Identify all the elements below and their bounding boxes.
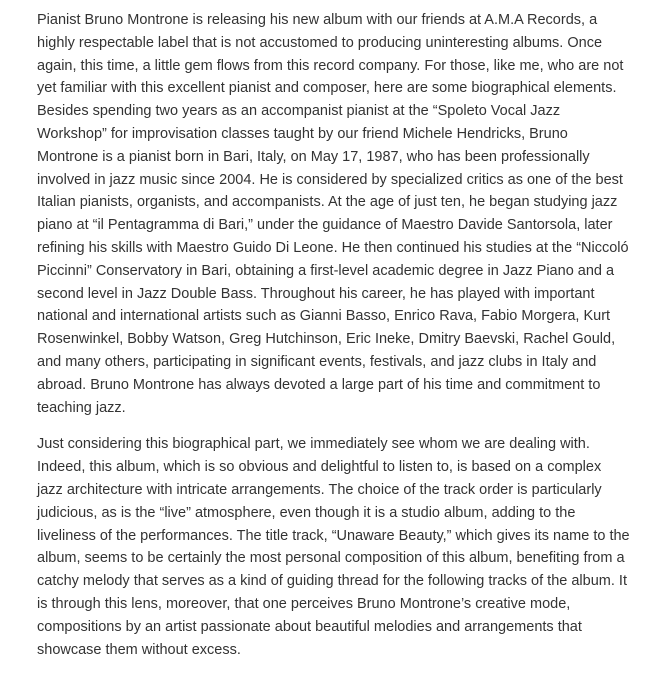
- text-line: showcase them without excess.: [37, 641, 241, 658]
- text-line: teaching jazz.: [37, 399, 126, 416]
- text-line: compositions by an artist passionate about beautiful melodies and arrangements that: [37, 618, 582, 635]
- text-line: highly respectable label that is not accustomed to producing uninteresting albums. Once: [37, 34, 603, 51]
- text-line: second level in Jazz Double Bass. Throughout his career, he has played with important: [37, 285, 595, 302]
- text-line: and many others, participating in significant events, festivals, and jazz clubs in Italy and: [37, 353, 597, 370]
- text-line: judicious, as is the “live” atmosphere, even though it is a studio album, adding to the: [37, 504, 576, 521]
- text-line: yet familiar with this excellent pianist and composer, here are some biographical elements.: [37, 80, 617, 97]
- text-line: Montrone is a pianist born in Bari, Italy, on May 17, 1987, who has been professionally: [37, 148, 590, 165]
- text-line: piano at “il Pentagramma di Bari,” under the guidance of Maestro Davide Santorsola, later: [37, 217, 613, 234]
- text-line: involved in jazz music since 2004. He is considered by specialized critics as one of the best: [37, 171, 623, 188]
- text-line: Pianist Bruno Montrone is releasing his new album with our friends at A.M.A Records, a: [37, 12, 598, 28]
- text-line: Workshop” for improvisation classes taught by our friend Michele Hendricks, Bruno: [37, 125, 568, 142]
- text-line: again, this time, a little gem flows from this record company. For those, like me, who are not: [37, 57, 624, 74]
- paragraph-biography: [37, 9, 641, 419]
- text-line: Piccinni” Conservatory in Bari, obtaining a first-level academic degree in Jazz Piano and a: [37, 262, 615, 279]
- text-line: abroad. Bruno Montrone has always devoted a large part of his time and commitment to: [37, 376, 601, 393]
- text-line: Italian pianists, organists, and accompanists. At the age of just ten, he began studying jazz: [37, 194, 618, 211]
- text-line: national and international artists such as Gianni Basso, Enrico Rava, Fabio Morgera, Kurt: [37, 308, 611, 325]
- text-line: catchy melody that serves as a kind of guiding thread for the following tracks of the album. It: [37, 573, 627, 590]
- paragraph-review: [37, 433, 641, 661]
- text-line: refining his skills with Maestro Guido Di Leone. He then continued his studies at the “Niccoló: [37, 239, 629, 256]
- text-line: jazz architecture with intricate arrangements. The choice of the track order is particularly: [37, 481, 602, 498]
- text-line: Besides spending two years as an accompanist pianist at the “Spoleto Vocal Jazz: [37, 103, 561, 120]
- text-line: Indeed, this album, which is so obvious and delightful to listen to, is based on a complex: [37, 459, 602, 476]
- text-line: album, seems to be certainly the most personal composition of this album, benefiting from a: [37, 550, 625, 567]
- text-line: is through this lens, moreover, that one perceives Bruno Montrone’s creative mode,: [37, 595, 571, 612]
- text-line: liveliness of the performances. The title track, “Unaware Beauty,” which gives its name to the: [37, 527, 630, 544]
- text-line: Just considering this biographical part, we immediately see whom we are dealing with.: [37, 436, 590, 453]
- text-line: Rosenwinkel, Bobby Watson, Greg Hutchinson, Eric Ineke, Dmitry Baevski, Rachel Gould,: [37, 331, 616, 348]
